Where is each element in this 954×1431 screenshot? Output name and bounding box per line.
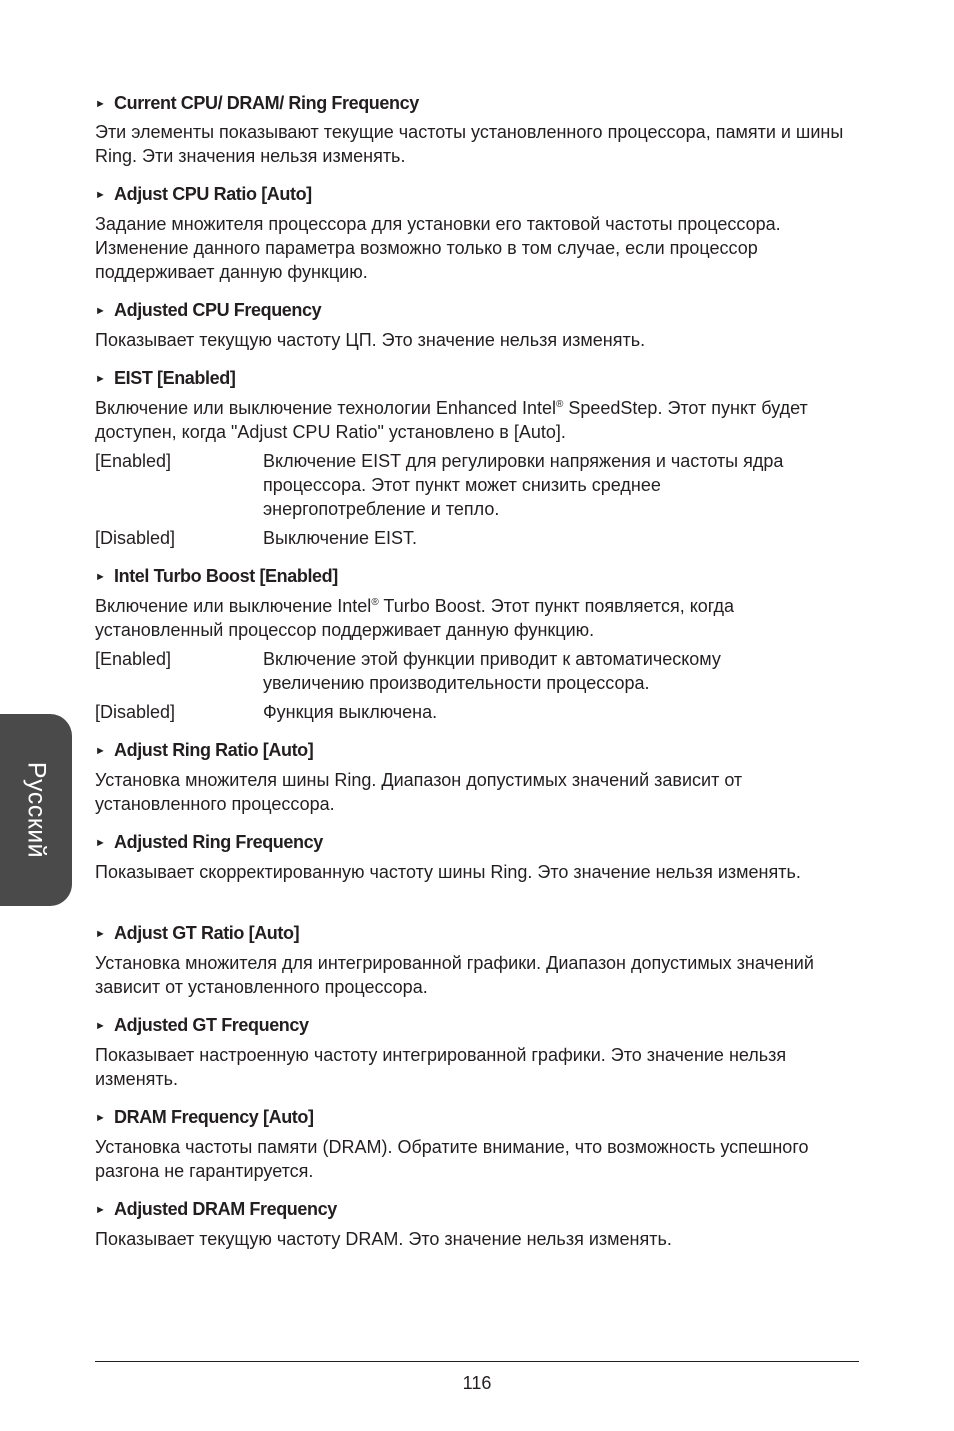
option-key: [Enabled] — [95, 451, 172, 471]
section-body: Показывает настроенную частоту интегрированной графики. Это значение нельзя изменять. — [95, 1045, 787, 1089]
language-side-tab — [0, 714, 72, 906]
section-body: Установка частоты памяти (DRAM). Обратите внимание, что возможность успешного разгона не гарантируется. — [95, 1137, 809, 1181]
section-body: Показывает текущую частоту ЦП. Это значение нельзя изменять. — [95, 330, 646, 350]
section-body: Эти элементы показывают текущие частоты установленного процессора, памяти и шины Ring. Эти значения нельзя изменять. — [95, 122, 844, 166]
bullet-arrow-icon: ► — [95, 373, 106, 385]
section-body — [95, 594, 860, 642]
body-text: Turbo Boost. Этот пункт появляется, когда установленный процессор поддерживает данную функцию. — [95, 596, 735, 640]
section-heading-text: Adjusted CPU Frequency — [114, 300, 322, 320]
section-heading — [95, 922, 299, 945]
section-heading-text: EIST [Enabled] — [114, 368, 236, 388]
side-tab-label: Русский — [22, 761, 51, 859]
section-heading — [95, 183, 312, 206]
page-number: 116 — [462, 1373, 492, 1393]
section-heading — [95, 1014, 309, 1037]
bullet-arrow-icon: ► — [95, 571, 106, 583]
section-heading-text: Adjusted DRAM Frequency — [114, 1199, 337, 1219]
bullet-arrow-icon: ► — [95, 837, 106, 849]
section-heading-text: DRAM Frequency [Auto] — [114, 1107, 314, 1127]
bullet-arrow-icon: ► — [95, 189, 106, 201]
bullet-arrow-icon: ► — [95, 98, 106, 110]
body-text: SpeedStep. Этот пункт будет доступен, когда "Adjust CPU Ratio" установлено в [Auto]. — [95, 398, 808, 442]
option-description: Включение EIST для регулировки напряжения и частоты ядра процессора. Этот пункт может снизить среднее энергопотребление и тепло. — [263, 451, 784, 519]
footer-divider — [95, 1361, 859, 1362]
bullet-arrow-icon: ► — [95, 305, 106, 317]
option-key: [Enabled] — [95, 649, 172, 669]
section-heading-text: Current CPU/ DRAM/ Ring Frequency — [114, 93, 419, 113]
bullet-arrow-icon: ► — [95, 1204, 106, 1216]
section-heading-text: Adjusted GT Frequency — [114, 1015, 309, 1035]
bullet-arrow-icon: ► — [95, 928, 106, 940]
bullet-arrow-icon: ► — [95, 1112, 106, 1124]
section-body: Задание множителя процессора для установки его тактовой частоты процессора. Изменение данного параметра возможно только в том случае, если процессор поддерживает данную функцию. — [95, 214, 781, 282]
option-description: Выключение EIST. — [263, 528, 418, 548]
option-key: [Disabled] — [95, 528, 176, 548]
section-body: Установка множителя для интегрированной графики. Диапазон допустимых значений зависит от установленного процессора. — [95, 953, 814, 997]
section-heading-text: Adjusted Ring Frequency — [114, 832, 323, 852]
registered-mark: ® — [555, 399, 564, 410]
section-body — [95, 396, 860, 444]
option-description: Функция выключена. — [263, 702, 438, 722]
bullet-arrow-icon: ► — [95, 1020, 106, 1032]
section-heading — [95, 739, 313, 762]
section-heading — [95, 367, 235, 390]
section-heading — [95, 1198, 337, 1221]
section-heading-text: Adjust GT Ratio [Auto] — [114, 923, 300, 943]
section-body: Показывает текущую частоту DRAM. Это значение нельзя изменять. — [95, 1229, 672, 1249]
section-heading — [95, 299, 321, 322]
section-heading — [95, 1106, 314, 1129]
option-key: [Disabled] — [95, 702, 176, 722]
section-heading-text: Intel Turbo Boost [Enabled] — [114, 566, 338, 586]
section-heading-text: Adjust CPU Ratio [Auto] — [114, 184, 312, 204]
body-text: Включение или выключение Intel — [95, 596, 372, 616]
section-heading — [95, 92, 419, 115]
body-text: Включение или выключение технологии Enhanced Intel — [95, 398, 556, 418]
section-body: Установка множителя шины Ring. Диапазон допустимых значений зависит от установленного процессора. — [95, 770, 743, 814]
registered-mark: ® — [371, 597, 379, 608]
section-heading — [95, 831, 323, 854]
section-body: Показывает скорректированную частоту шины Ring. Это значение нельзя изменять. — [95, 862, 801, 882]
bullet-arrow-icon: ► — [95, 745, 106, 757]
section-heading — [95, 565, 338, 588]
option-description: Включение этой функции приводит к автоматическому увеличению производительности процессора. — [263, 649, 721, 693]
section-heading-text: Adjust Ring Ratio [Auto] — [114, 740, 314, 760]
